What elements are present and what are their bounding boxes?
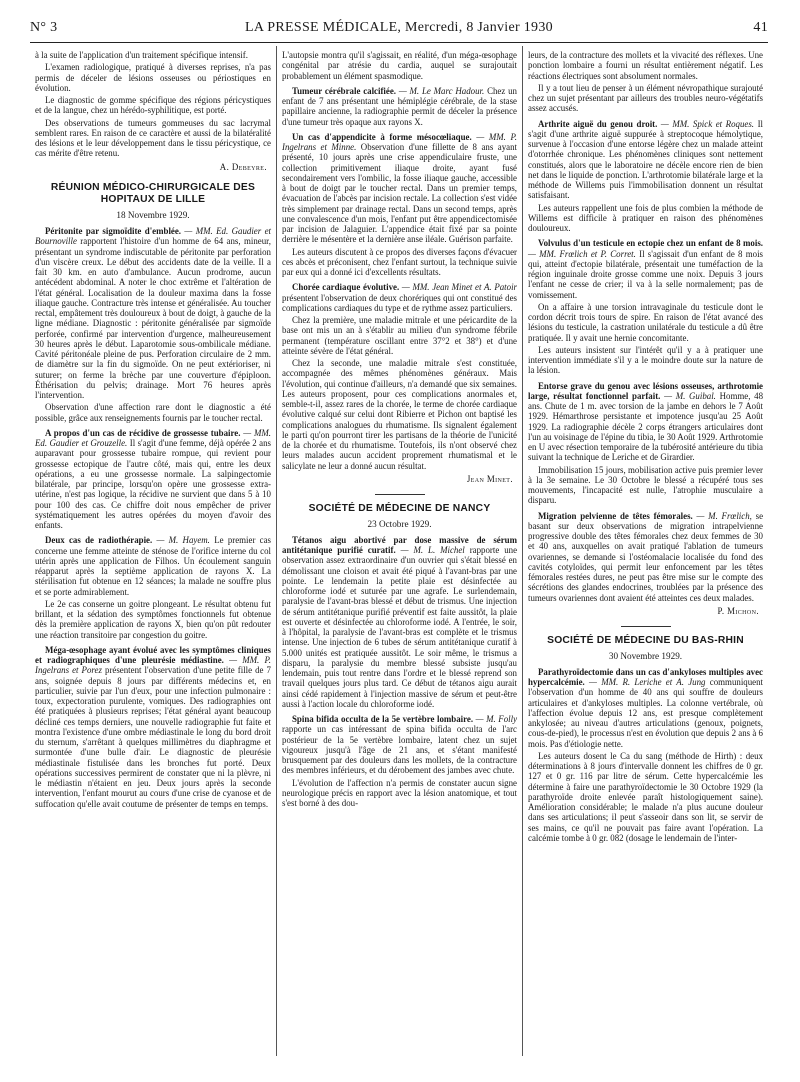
article-text: Il s'agit d'une femme, déjà opérée 2 ans auparavant pour grossesse tubaire rompue, qui revient pour grossesse ectopique de l'autre côté, mais qui, entre les deux opérations, a eu une grossesse normale. La salpingectomie bilatérale, par principe, lorsqu'on opère une grossesse extra-utérine, n'est pas logique, la récidive ne survient que dans 5 à 10 pour 100 des cas. Ce chiffre doit nous empêcher de priver systématiquement les autres opérées du moyen d'avoir des enfants. xyxy=(35,438,271,530)
article xyxy=(282,282,517,471)
article xyxy=(282,535,517,709)
article-title: Parathyroïdectomie dans un cas d'ankyloses multiples avec hypercalcémie. xyxy=(528,666,763,687)
article-authors: — MM. P. Ingelrans et Porez xyxy=(35,655,272,676)
paragraph: L'examen radiologique, pratiqué à diverses reprises, n'a pas permis de déceler de lésions osseuses ou périostiques en évolution. xyxy=(35,62,271,93)
paragraph: Il y a tout lieu de penser à un élément névropathique surajouté chez un sujet présentant par ailleurs des troubles neuro-végétatifs assez accusés. xyxy=(528,82,763,114)
article-title: Arthrite aiguë du genou droit. xyxy=(538,118,658,129)
article-title: Migration pelvienne de têtes fémorales. xyxy=(538,510,693,521)
signature: A. Debeyre. xyxy=(219,161,267,172)
paragraph: Les auteurs rappellent une fois de plus combien la méthode de Willems est difficile à pratiquer en raison des phénomènes douloureux. xyxy=(528,202,763,233)
article-authors: — MM. P. Ingelrans et Minne. xyxy=(282,131,517,152)
society-title: SOCIÉTÉ DE MÉDECINE DE NANCY xyxy=(308,503,491,514)
journal-title: LA PRESSE MÉDICALE, Mercredi, 8 Janvier 1930 xyxy=(245,20,553,35)
article-title: Spina bifida occulta de la 5e vertèbre lombaire. xyxy=(292,714,474,724)
article-authors: — MM. Ed. Gaudier et Bournoville xyxy=(35,226,271,247)
article-title: Tétanos aigu abortivé par dose massive de sérum antitétanique purifié curatif. xyxy=(282,534,517,555)
article xyxy=(528,119,763,234)
paragraph: L'évolution de l'affection n'a permis de constater aucun signe neurologique précis en rapport avec la lésion anatomique, et tout s'est borné à des dou- xyxy=(282,777,517,808)
article xyxy=(528,238,763,375)
article-text: Il s'agit d'une arthrite aiguë suppurée à streptocoque hémolytique, survenue à l'occasion d'une entorse légère chez un malade atteint d'otorrhée chronique. Les phénomènes cliniques sont nettement constitués, alors que le laboratoire ne décèle encore rien de bien net dans le liquide de ponction. L'arthrotomie bilatérale large et la méthode de Willems puis l'immobilisation donnent un résultat satisfaisant. xyxy=(528,118,763,201)
article xyxy=(35,428,271,531)
article-text: présentent l'observation d'une petite fille de 7 ans, soignée depuis 8 jours par différents médecins et, en particulier, suivie par l'un d'eux, pour une infection pulmonaire : toux, expectoration purulente, vomiques. Des radiographies ont été pratiquées à plusieurs reprises; l'état général ayant beaucoup décliné ces temps derniers, une nouvelle radiographie fut faite et montra l'existence d'une ombre médiastinale le long du bord droit du sternum, s'arrêtant à quelques millimètres du diaphragme et surmontée d'une bulle d'air. Le diagnostic de pleurésie médiastinale fistulisée dans les bronches fut porté. Deux opérations successives permirent de constater que ni la plèvre, ni le médiastin n'étaient en jeu. Deux jours après la seconde intervention, l'enfant mourut au cours d'une crise de cyanose et de suffocation qu'elle avait coutume de présenter de temps en temps. xyxy=(35,665,271,809)
article-text: présentent l'observation de deux chorériques qui ont constitué des complications cardiaques du type et de rythme assez particuliers. xyxy=(282,292,517,313)
article-text: rapporte un cas intéressant de spina bifida occulta de l'arc postérieur de la 5e vertèbre lombaire, latent chez un sujet vigoureux jusqu'à l'âge de 21 ans, et s'étant manifesté brusquement par des douleurs dans les mollets, de la contracture des membres inférieurs, et du dérobement des jambes avec chute. xyxy=(282,724,517,776)
article-title: A propos d'un cas de récidive de grossesse tubaire. xyxy=(45,427,241,438)
society-header xyxy=(282,494,517,529)
paragraph: leurs, de la contracture des mollets et la vivacité des réflexes. Une ponction lombaire a fourni un résultat entièrement négatif. Les réactions électriques sont absolument normales. xyxy=(528,50,763,81)
paragraph: Les auteurs insistent sur l'intérêt qu'il y a à pratiquer une intervention immédiate s'il y a le moindre doute sur la nature de la lésion. xyxy=(528,344,763,376)
society-title: SOCIÉTÉ DE MÉDECINE DU BAS-RHIN xyxy=(547,635,744,646)
article-authors: — MM. Jean Minet et A. Patoir xyxy=(401,282,517,293)
paragraph: Le diagnostic de gomme spécifique des régions péricystiques et de la langue, chez un hérédo-syphilitique, est porté. xyxy=(35,95,271,116)
article-text: Chez un enfant de 7 ans présentant une hémiplégie cérébrale, de la stase papillaire ancienne, la radiographie permit de déceler la présence d'une tumeur très opaque aux rayons X. xyxy=(282,85,517,127)
article-authors: — M. Le Marc Hadour. xyxy=(398,85,485,96)
session-date: 30 Novembre 1929. xyxy=(608,650,683,661)
article xyxy=(528,667,763,843)
article-authors: — M. Frœlich, xyxy=(696,510,752,521)
column-middle xyxy=(276,46,522,1056)
article-text: se basant sur deux observations de migration intrapelvienne progressive double des têtes fémorales chez deux femmes de 30 et 40 ans, auxquelles on avait pratiqué l'ablation de tumeurs ovariennes, se demande si l'ostéomalacie localisée du fond des cavités cotyloïdes, qui permit leur enfoncement par les têtes fémorales restées dures, ne peut pas être mise sur le compte des sécrétions des glandes endocrines, troublées par la présence des tumeurs ovariennes dont avaient été atteintes ces deux malades. xyxy=(528,510,764,603)
article-title: Tumeur cérébrale calcifiée. xyxy=(292,85,396,96)
article-title: Deux cas de radiothérapie. xyxy=(45,535,153,546)
article-title: Chorée cardiaque évolutive. xyxy=(292,282,400,293)
article-authors: — MM. Frœlich et P. Corret. xyxy=(528,248,636,259)
section-rule xyxy=(375,494,425,495)
article-title: Entorse grave du genou avec lésions osseuses, arthrotomie large, résultat fonctionnel parfait. xyxy=(528,380,763,401)
article-text: Observation d'une fillette de 8 ans ayant présenté, 10 jours après une crise appendiculaire fruste, une collection primitivement iliaque droite, ayant fusé secondairement vers l'ombilic, la fosse iliaque gauche, accessible à bout de doigt par le toucher rectal. Dans un premier temps, évacuation de l'abcès par incision rectale. La collection s'est vidée très simplement par drainage rectal. Dans un second temps, après une convalescence d'un mois, l'enfant put être appendicectomisée par incision de Jalaguier. L'appendice était fixé par sa pointe derrière le mésentère et la dernière anse iléale. Guérison parfaite. xyxy=(282,142,517,245)
article-text: Le premier cas concerne une femme atteinte de sténose de l'orifice interne du col utérin après une application de Filhos. Un écoulement sanguin réapparut après la septième application de rayons X. La stérilisation fut obtenue en 12 séances; la malade ne souffre plus et se porte admirablement. xyxy=(35,535,272,597)
article-title: Volvulus d'un testicule en ectopie chez un enfant de 8 mois. xyxy=(538,238,763,249)
article xyxy=(35,535,271,640)
article xyxy=(282,86,517,127)
article-authors: — MM. R. Leriche et A. Jung xyxy=(589,677,706,687)
paragraph: Des observations de tumeurs gommeuses du sac lacrymal semblent rares. En raison de ce caractère et aussi de la bilatéralité des lésions et le leur développement dans le tissu péricystique, ce cas mérite d'être retenu. xyxy=(35,117,271,159)
column-right xyxy=(522,46,768,1056)
running-head xyxy=(30,20,768,38)
society-header xyxy=(528,626,763,661)
article xyxy=(282,714,517,808)
article xyxy=(528,381,763,506)
signature: Jean Minet. xyxy=(466,473,513,484)
article xyxy=(35,226,271,423)
article-text: rapporte une observation assez extraordinaire d'un ouvrier qui s'était blessé en démolissant une cloison et avait été piqué à l'avant-bras par une pointe. Le lendemain la petite plaie est désinfectée au chloroforme iodé et suturée par une agrafe. Le surlendemain, paralysie de l'avant-bras blessé et début de trismus. Une injection de sérum antitétanique purifié préventif est faite aussitôt, la plaie est ouverte et désinfectée au chloroforme iodé. A l'entrée, le soir, à l'hôpital, la paralysie de l'avant-bras est complète et le trismus intense. Une injection de 6 tubes de sérum antitétanique curatif à 5.000 unités est pratiquée aussitôt. Le soir même, le trismus a disparu, la paralysie du membre blessé subsiste jusqu'au lendemain, puis tout rentre dans l'ordre et le blessé reprend son travail quelques jours plus tard. Ce début de tétanos aigu aurait ainsi cédé rapidement à l'injection massive de sérum et peut-être aussi à l'action locale du chloroforme iodé. xyxy=(282,545,518,709)
article-text: Homme, 48 ans. Chute de 1 m. avec torsion de la jambe en dehors le 7 Août 1929. Hémarthrose persistante et impotence jusqu'au 25 Août 1929. La radiographie décèle 2 corps étrangers articulaires dont l'un au voisinage de l'épine du tibia, le 30 Août 1929. Arthrotomie en U avec résection temporaire de la tubérosité antérieure du tibia suivant la technique de Leriche et de Girardier. xyxy=(528,390,764,463)
article xyxy=(35,645,271,809)
article-text: communiquent l'observation d'un homme de 40 ans qui souffre de douleurs articulaires et d'ankyloses multiples. La colonne vertébrale, où l'affection évolue depuis 12 ans, est presque complètement ankylosée; au niveau d'autres articulations (genoux, poignets, cous-de-pied), le processus n'est en évolution que depuis 2 ans à 6 mois. Pas d'étiologie nette. xyxy=(528,677,764,749)
article xyxy=(282,132,517,278)
society-header xyxy=(35,182,271,220)
column-left xyxy=(30,46,276,1056)
paragraph: Le 2e cas conserne un goitre plongeant. Le résultat obtenu fut brillant, et la sédation des symptômes fonctionnels fut obtenue dès la première application de rayons X, bien qu'on pût redouter une réaction transitoire par congestion du goitre. xyxy=(35,598,271,640)
paragraph: Immobilisation 15 jours, mobilisation active puis premier lever à la 3e semaine. Le 30 Octobre le blessé a récupéré tous ses mouvements, l'incapacité est nulle, l'atrophie musculaire a disparu. xyxy=(528,464,763,506)
session-date: 23 Octobre 1929. xyxy=(367,518,432,529)
text-columns xyxy=(30,46,770,1056)
article-title: Méga-œsophage ayant évolué avec les symptômes cliniques et radiographiques d'une pleurésie médiastine. xyxy=(35,644,271,665)
issue-number: N° 3 xyxy=(30,20,58,35)
session-date: 18 Novembre 1929. xyxy=(116,209,190,220)
article-authors: — M. Hayem. xyxy=(156,535,210,546)
article-text: rapportent l'histoire d'un homme de 64 ans, mineur, présentant un syndrome indiscutable de péritonite par perforation d'un viscère creux. Le début des accidents date de la veille. Il a fait 30 km. en auto d'ambulance. Aucun prodrome, aucun antécédent abdominal. A noter le choc extrême et l'altération de l'état général. Localisation de la douleur maxima dans la fosse iliaque gauche. Contracture très intense et généralisée. Au toucher rectal, empâtement très douloureux à bout de doigt, à gauche de la ligne médiane. Diagnostic : péritonite généralisée par sigmoïde perforée, confirmé par intervention d'urgence, malheureusement 30 heures après le début. Laparotomie sous-ombilicale médiane. Cavité péritonéale pleine de pus. Perforation circulaire de 2 mm. de diamètre sur la fin du sigmoïde. On ne peut extérioriser, ni suturer; on ferme la brèche par une couverture d'épiploon. Éthérisation du pelvis; drainage. Mort 76 heures après l'intervention. xyxy=(35,236,271,400)
paragraph: Chez la première, une maladie mitrale et une péricardite de la base ont mis un an à s'établir au milieu d'un syndrome fébrile permanent (température oscillant entre 37°2 et 38°) et d'une atteinte sévère de l'état général. xyxy=(282,315,517,356)
paragraph: Les auteurs dosent le Ca du sang (méthode de Hirth) : deux déterminations à 8 jours d'intervalle donnent les chiffres de 0 gr. 127 et 0 gr. 116 par litre de sérum. Cette hypercalcémie les détermine à faire une parathyroïdectomie le 30 Octobre 1929 (la parathyroïde droite enlevée paraît histologiquement saine). Amélioration considérable; le malade n'a plus aucune douleur dans ses articulations; il peut s'asseoir dans son lit, se servir de ses mains, ce qu'il ne pouvait pas faire avant l'opération. La calcémie tombe à 0 gr. 082 (dosage le lendemain de l'inter- xyxy=(528,750,763,843)
article xyxy=(528,511,763,603)
paragraph: à la suite de l'application d'un traitement spécifique intensif. xyxy=(35,50,248,60)
section-rule xyxy=(621,626,671,627)
article-text: Il s'agissait d'un enfant de 8 mois qui, atteint d'ectopie bilatérale, présentait une tuméfaction de la région inguinale droite grosse comme une noix. Depuis 3 jours l'enfant ne cesse de crier; il va à la selle normalement; pas de vomissement. xyxy=(528,248,763,300)
article-title: Péritonite par sigmoïdite d'emblée. xyxy=(45,226,182,236)
paragraph: Observation d'une affection rare dont le diagnostic a été possible, grâce aux renseignements fournis par le toucher rectal. xyxy=(35,402,271,423)
article-authors: — M. Guibal. xyxy=(664,390,716,401)
article-authors: — MM. Ed. Gaudier et Grouzelle. xyxy=(35,427,272,448)
paragraph: Chez la seconde, une maladie mitrale s'est constituée, accompagnée des mêmes phénomènes généraux. Mais l'évolution, qui continue d'ailleurs, n'a demandé que six semaines. Les auteurs proposent, pour ces complications anormales et, semble-t-il, assez rares de la chorée, le terme de chorée cardiaque évolutive calqué sur celui dont Ribierre et Pichon ont baptisé les complications analogues du rhumatisme. Ils signalent également le parti qu'on pourront tirer les partisans de la théorie de l'unicité de la chorée et du rhumatisme. Toutefois, ils n'ont observé chez leurs malades aucun accident proprement rhumatismal et le salicylate ne leur a donné aucun résultat. xyxy=(282,358,517,471)
page-number: 41 xyxy=(753,20,768,35)
paragraph: On a affaire à une torsion intravaginale du testicule dont le cordon décrit trois tours de spire. En raison de l'état avancé des lésions du testicule, la castration unilatérale du testicule a dû être pratiquée. Il y avait une hernie concomitante. xyxy=(528,301,763,343)
article-authors: — M. L. Michel xyxy=(400,545,465,555)
article-authors: — M. Folly xyxy=(475,714,518,724)
article-title: Un cas d'appendicite à forme mésocœliaque. xyxy=(292,131,472,142)
header-rule xyxy=(30,42,768,43)
paragraph: Les auteurs discutent à ce propos des diverses façons d'évacuer ces abcès et préconisent, chez l'enfant surtout, la technique suivie par eux qui a donné ici d'excellents résultats. xyxy=(282,246,517,277)
signature: P. Michon. xyxy=(717,605,759,616)
article-authors: — MM. Spick et Roques. xyxy=(660,118,755,129)
paragraph: L'autopsie montra qu'il s'agissait, en réalité, d'un méga-œsophage congénital par atrésie du cardia, auquel se surajoutait probablement un élément spasmodique. xyxy=(282,50,517,81)
society-title: RÉUNION MÉDICO-CHIRURGICALE DES HOPITAUX DE LILLE xyxy=(50,181,256,206)
